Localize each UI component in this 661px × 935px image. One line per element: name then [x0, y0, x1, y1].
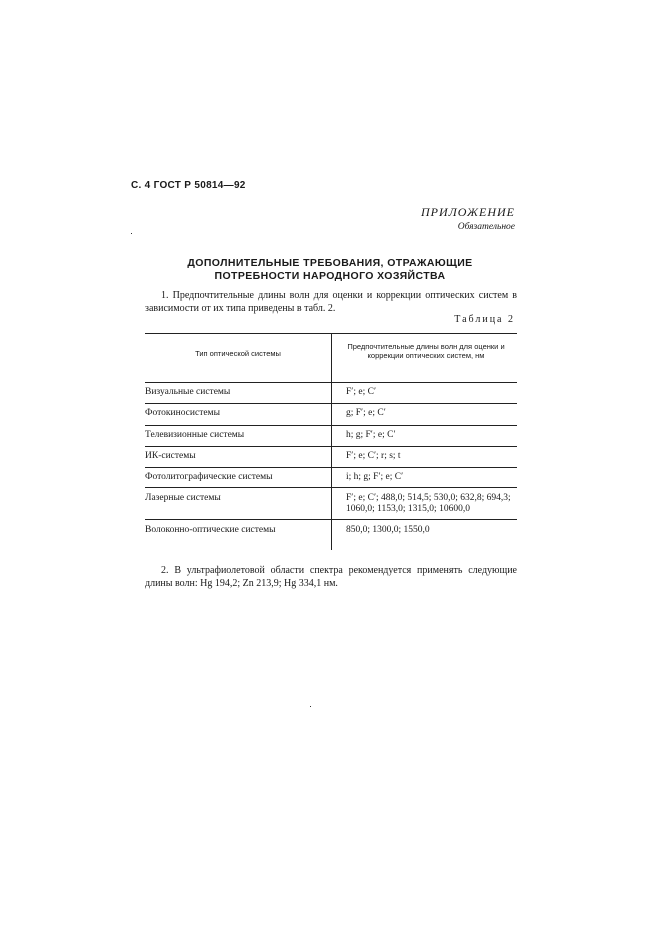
- paragraph-2: 2. В ультрафиолетовой области спектра рекомендуется применять следующие длины волн: Hg 194,2; Zn 213,9; Hg 334,1 нм.: [145, 565, 517, 589]
- appendix-subtitle: Обязательное: [457, 222, 515, 232]
- row-system-name: Волоконно-оптические системы: [145, 525, 276, 535]
- row-wavelengths: i; h; g; F′; e; C′: [346, 472, 404, 482]
- page-header: С. 4 ГОСТ Р 50814—92: [131, 180, 246, 191]
- scan-speck: [310, 706, 311, 707]
- row-system-name: ИК-системы: [145, 451, 196, 461]
- row-wavelengths: 850,0; 1300,0; 1550,0: [346, 525, 430, 535]
- table-label: Таблица 2: [454, 314, 515, 325]
- row-system-name: Телевизионные системы: [145, 430, 245, 440]
- row-system-name: Фотокиносистемы: [145, 408, 220, 418]
- row-wavelengths: F′; e; C′: [346, 387, 377, 397]
- row-wavelengths: F′; e; C′; r; s; t: [346, 451, 401, 461]
- column-divider: [331, 333, 332, 550]
- row-system-name: Визуальные системы: [145, 387, 231, 397]
- section-title-line-1: ДОПОЛНИТЕЛЬНЫЕ ТРЕБОВАНИЯ, ОТРАЖАЮЩИЕ: [187, 257, 473, 269]
- appendix-block: [421, 205, 515, 232]
- column-header-system-type: Тип оптической системы: [195, 349, 281, 358]
- row-wavelengths: h; g; F′; e; C′: [346, 430, 396, 440]
- row-wavelengths: g; F′; e; C′: [346, 408, 386, 418]
- row-wavelengths: F′; e; C′; 488,0; 514,5; 530,0; 632,8; 694,3; 1060,0; 1153,0; 1315,0; 10600,0: [346, 493, 511, 514]
- row-system-name: Лазерные системы: [145, 493, 221, 503]
- section-title-line-2: ПОТРЕБНОСТИ НАРОДНОГО ХОЗЯЙСТВА: [214, 270, 446, 282]
- scan-speck: [131, 233, 132, 234]
- appendix-title: ПРИЛОЖЕНИЕ: [421, 205, 515, 219]
- row-system-name: Фотолитографические системы: [145, 472, 273, 482]
- wavelength-table: [145, 333, 517, 553]
- column-header-wavelengths: Предпочтительные длины волн для оценки и коррекции оптических систем, нм: [347, 342, 505, 360]
- paragraph-1: 1. Предпочтительные длины волн для оценки и коррекции оптических систем в зависимости от их типа приведены в табл. 2.: [145, 290, 517, 314]
- section-title: [140, 257, 520, 283]
